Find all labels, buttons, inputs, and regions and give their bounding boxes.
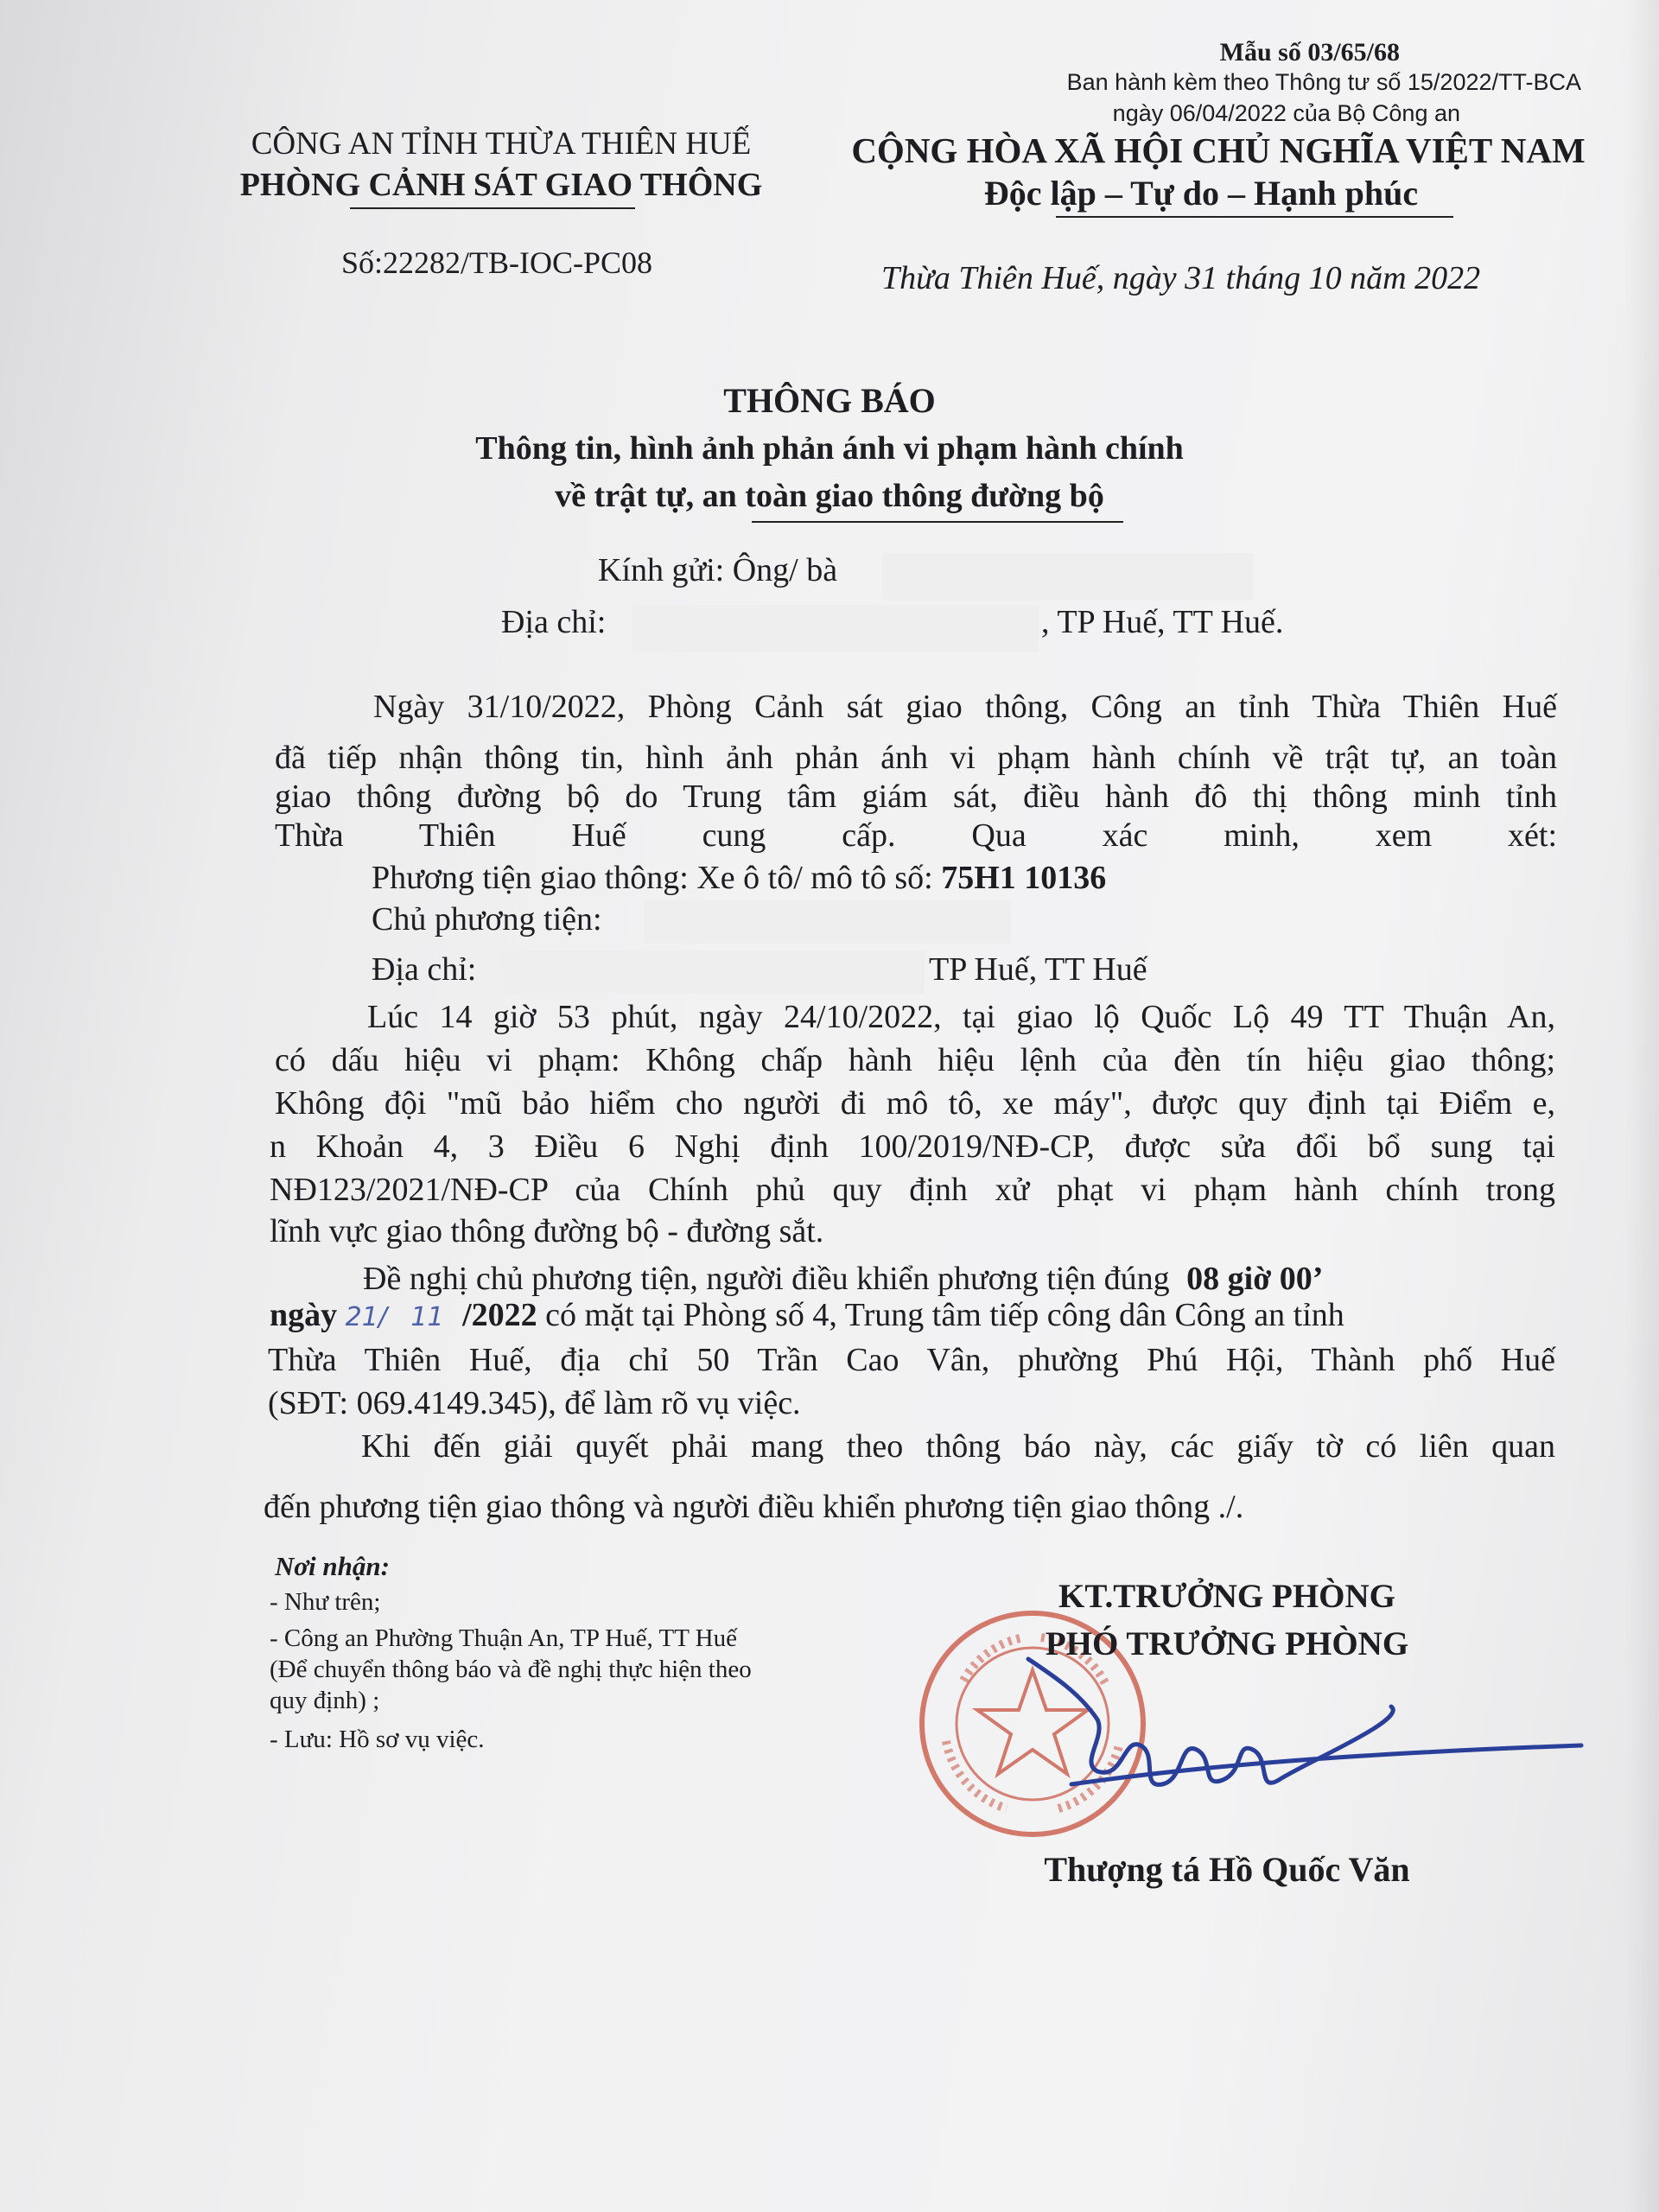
request-time: 08 giờ 00’ — [1186, 1261, 1324, 1297]
request-line-2 — [270, 1296, 1344, 1334]
org-underline — [350, 207, 635, 209]
paragraph-1-line-4: Thừa Thiên Huế cung cấp. Qua xác minh, xem xét: — [275, 817, 1557, 854]
paragraph-2-line-6: lĩnh vực giao thông đường bộ - đường sắt. — [270, 1213, 824, 1249]
vehicle-label: Phương tiện giao thông: Xe ô tô/ mô tô số: — [372, 860, 933, 896]
paragraph-2-line-1: Lúc 14 giờ 53 phút, ngày 24/10/2022, tại giao lộ Quốc Lộ 49 TT Thuận An, — [367, 999, 1555, 1035]
request-line-2-text: có mặt tại Phòng số 4, Trung tâm tiếp công dân Công an tỉnh — [545, 1297, 1344, 1333]
redacted-owner-address — [501, 950, 925, 994]
recipient-greeting: Kính gửi: Ông/ bà — [598, 552, 838, 588]
paragraph-2-line-3: Không đội "mũ bảo hiểm cho người đi mô tô, xe máy", được quy định tại Điểm e, — [275, 1085, 1555, 1122]
closing-line-2: đến phương tiện giao thông và người điều khiển phương tiện giao thông ./. — [264, 1489, 1244, 1525]
owner-label: Chủ phương tiện: — [372, 901, 602, 938]
document-subtitle-line-2: về trật tự, an toàn giao thông đường bộ — [555, 478, 1104, 514]
recipients-item-2: - Công an Phường Thuận An, TP Huế, TT Huế — [270, 1624, 737, 1652]
paragraph-2-line-4: n Khoản 4, 3 Điều 6 Nghị định 100/2019/NĐ-CP, được sửa đổi bổ sung tại — [270, 1128, 1555, 1165]
closing-line-1: Khi đến giải quyết phải mang theo thông báo này, các giấy tờ có liên quan — [361, 1428, 1555, 1465]
recipients-item-4: quy định) ; — [270, 1687, 380, 1714]
paper-edge-shadow — [1624, 0, 1659, 2212]
paragraph-1-line-2: đã tiếp nhận thông tin, hình ảnh phản ánh vi phạm hành chính về trật tự, an toàn — [275, 740, 1557, 776]
owner-address-tail: TP Huế, TT Huế — [929, 951, 1147, 988]
org-name: PHÒNG CẢNH SÁT GIAO THÔNG — [239, 167, 763, 203]
document-title: THÔNG BÁO — [723, 381, 936, 420]
redacted-owner-name — [644, 900, 1011, 944]
issued-with-circular: Ban hành kèm theo Thông tư số 15/2022/TT-BCA — [1066, 69, 1581, 95]
recipients-title: Nơi nhận: — [275, 1551, 390, 1581]
recipients-item-3: (Để chuyển thông báo và đề nghị thực hiện theo — [270, 1656, 752, 1683]
issued-date: ngày 06/04/2022 của Bộ Công an — [1112, 100, 1460, 126]
place-and-date: Thừa Thiên Huế, ngày 31 tháng 10 năm 2022 — [881, 260, 1481, 296]
motto-underline — [1056, 216, 1453, 218]
redacted-recipient-name — [881, 553, 1253, 601]
recipient-address-label: Địa chỉ: — [501, 604, 607, 640]
paragraph-2-line-2: có dấu hiệu vi phạm: Không chấp hành hiệu lệnh của đèn tín hiệu giao thông; — [275, 1042, 1555, 1078]
title-underline — [752, 521, 1123, 523]
paragraph-1-line-3: giao thông đường bộ do Trung tâm giám sát, điều hành đô thị thông minh tỉnh — [275, 779, 1557, 815]
vehicle-plate: 75H1 10136 — [941, 860, 1107, 896]
owner-address-label: Địa chỉ: — [372, 951, 477, 988]
request-line-1-text: Đề nghị chủ phương tiện, người điều khiển phương tiện đúng — [363, 1261, 1170, 1297]
recipients-item-1: - Như trên; — [270, 1588, 381, 1616]
request-line-3: Thừa Thiên Huế, địa chỉ 50 Trần Cao Vân, phường Phú Hội, Thành phố Huế — [268, 1342, 1555, 1378]
paragraph-2-line-5: NĐ123/2021/NĐ-CP của Chính phủ quy định xử phạt vi phạm hành chính trong — [270, 1172, 1555, 1208]
request-day-label: ngày — [270, 1297, 338, 1333]
handwritten-signature — [976, 1642, 1599, 1815]
signer-name: Thượng tá Hồ Quốc Văn — [1044, 1850, 1410, 1889]
signature-title-1: KT.TRƯỞNG PHÒNG — [1058, 1578, 1395, 1615]
request-line-1 — [363, 1260, 1323, 1298]
recipient-address-tail: , TP Huế, TT Huế. — [1041, 604, 1284, 640]
handwritten-month: 11 — [410, 1302, 444, 1332]
redacted-recipient-address — [632, 605, 1039, 652]
recipients-item-5: - Lưu: Hồ sơ vụ việc. — [270, 1726, 485, 1753]
national-motto: Độc lập – Tự do – Hạnh phúc — [983, 174, 1419, 213]
request-year: /2022 — [462, 1297, 537, 1333]
handwritten-day: 21/ — [345, 1302, 387, 1332]
paragraph-1-line-1: Ngày 31/10/2022, Phòng Cảnh sát giao thông, Công an tỉnh Thừa Thiên Huế — [373, 689, 1557, 725]
vehicle-line — [372, 859, 1106, 897]
form-number: Mẫu số 03/65/68 — [1219, 38, 1400, 67]
request-line-4: (SĐT: 069.4149.345), để làm rõ vụ việc. — [268, 1385, 801, 1421]
org-parent-name: CÔNG AN TỈNH THỪA THIÊN HUẾ — [251, 126, 752, 162]
document-subtitle-line-1: Thông tin, hình ảnh phản ánh vi phạm hành chính — [475, 430, 1184, 467]
country-name: CỘNG HÒA XÃ HỘI CHỦ NGHĨA VIỆT NAM — [851, 130, 1586, 170]
signature-title-2: PHÓ TRƯỞNG PHÒNG — [1045, 1625, 1409, 1662]
document-number: Số:22282/TB-IOC-PC08 — [341, 245, 653, 280]
